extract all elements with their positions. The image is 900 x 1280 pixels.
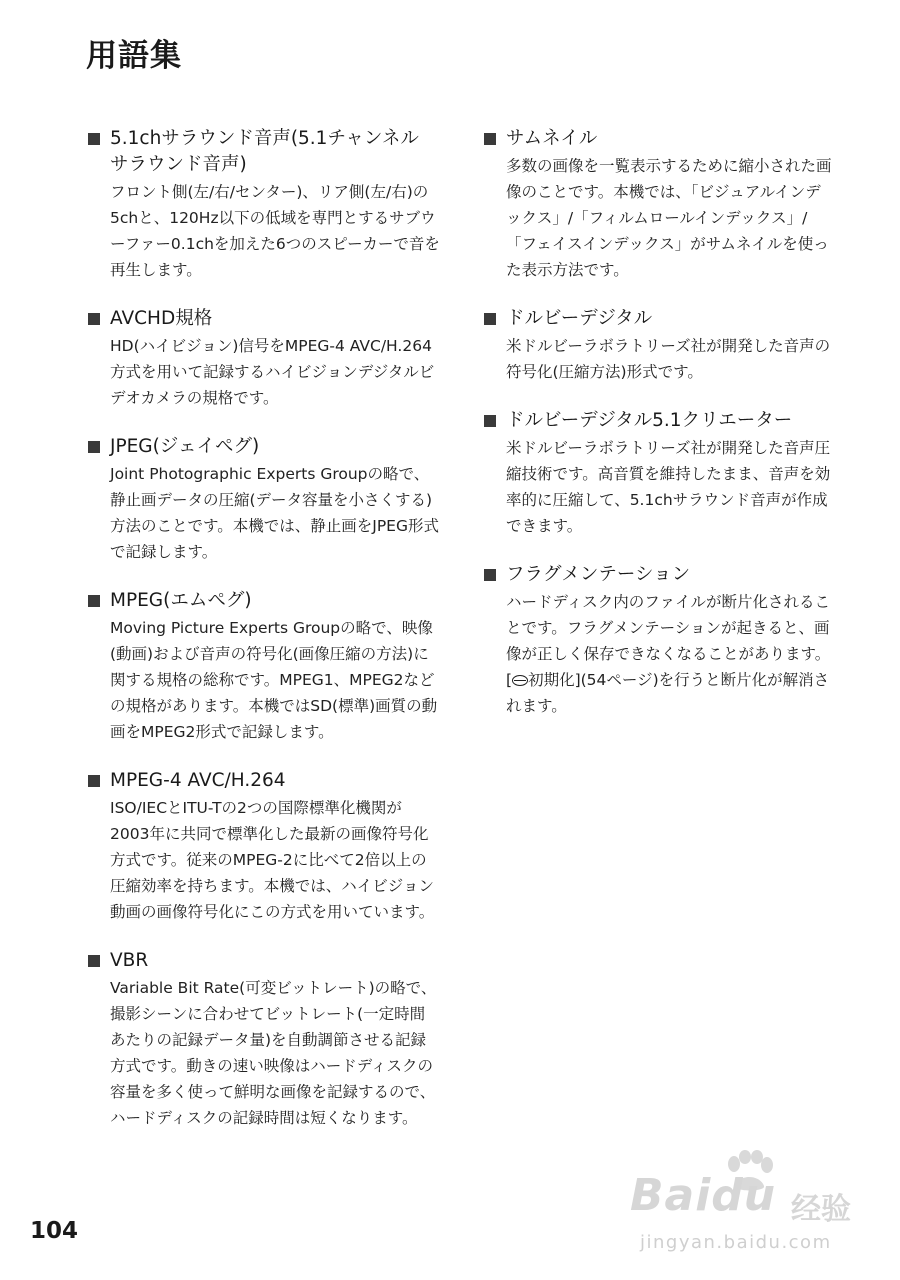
glossary-term: フラグメンテーション [506, 564, 691, 585]
glossary-entry-vbr [88, 948, 440, 1131]
glossary-definition: 多数の画像を一覧表示するために縮小された画像のことです。本機では、「ビジュアルインデックス」/「フィルムロールインデックス」/「フェイスインデックス」がサムネイルを使った表示方法です。 [506, 157, 832, 279]
glossary-term: VBR [110, 950, 149, 971]
watermark-logo-text: Baidu [630, 1170, 777, 1221]
watermark-logo-sub: 经验 [791, 1192, 851, 1227]
glossary-term: JPEG(ジェイペグ) [110, 436, 260, 457]
glossary-definition: HD(ハイビジョン)信号をMPEG-4 AVC/H.264方式を用いて記録するハイビジョンデジタルビデオカメラの規格です。 [110, 337, 435, 407]
glossary-entry-mpeg [88, 588, 440, 745]
glossary-term: 5.1chサラウンド音声(5.1チャンネル サラウンド音声) [110, 128, 438, 175]
square-bullet-icon [484, 313, 496, 325]
square-bullet-icon [88, 441, 100, 453]
square-bullet-icon [484, 133, 496, 145]
baidu-watermark [626, 1150, 866, 1260]
square-bullet-icon [484, 415, 496, 427]
glossary-term: MPEG(エムペグ) [110, 590, 252, 611]
glossary-term: サムネイル [506, 128, 598, 149]
glossary-definition: Joint Photographic Experts Groupの略で、静止画データの圧縮(データ容量を小さくする)方法のことです。本機では、静止画をJPEG形式で記録します。 [110, 465, 439, 561]
glossary-definition: Variable Bit Rate(可変ビットレート)の略で、撮影シーンに合わせてビットレート(一定時間あたりの記録データ量)を自動調節させる記録方式です。動きの速い映像はハードディスクの容量を多く使って鮮明な画像を記録するので、ハードディスクの記録時間は短くなります。 [110, 979, 437, 1127]
glossary-entry-dolby-digital-creator [484, 408, 834, 539]
glossary-definition: フロント側(左/右/センター)、リア側(左/右)の5chと、120Hz以下の低域を専門とするサブウーファー0.1chを加えた6つのスピーカーで音を再生します。 [110, 183, 440, 279]
watermark-url: jingyan.baidu.com [640, 1232, 832, 1253]
glossary-term: AVCHD規格 [110, 308, 213, 329]
glossary-right-column [484, 126, 834, 742]
glossary-definition: ISO/IECとITU-Tの2つの国際標準化機関が2003年に共同で標準化した最新の画像符号化方式です。従来のMPEG-2に比べて2倍以上の圧縮効率を持ちます。本機では、ハイビジョン動画の画像符号化にこの方式を用いています。 [110, 799, 435, 921]
glossary-definition [506, 589, 834, 719]
glossary-entry-mpeg4-avc [88, 768, 440, 925]
square-bullet-icon [88, 133, 100, 145]
glossary-definition: 米ドルビーラボラトリーズ社が開発した音声圧縮技術です。高音質を維持したまま、音声を効率的に圧縮して、5.1chサラウンド音声が作成できます。 [506, 439, 831, 535]
glossary-entry-fragmentation [484, 562, 834, 719]
glossary-entry-5-1ch [88, 126, 440, 283]
square-bullet-icon [88, 775, 100, 787]
page-title: 用語集 [86, 38, 182, 74]
glossary-left-column [88, 126, 440, 1154]
glossary-entry-jpeg [88, 434, 440, 565]
glossary-term: ドルビーデジタル5.1クリエーター [506, 410, 793, 431]
glossary-definition: Moving Picture Experts Groupの略で、映像(動画)および音声の符号化(画像圧縮の方法)に関する規格の総称です。MPEG1、MPEG2などの規格があります。本機ではSD(標準)画質の動画をMPEG2形式で記録します。 [110, 619, 438, 741]
square-bullet-icon [88, 595, 100, 607]
disc-icon [512, 675, 528, 686]
glossary-entry-avchd [88, 306, 440, 411]
glossary-entry-dolby-digital [484, 306, 834, 385]
glossary-term: ドルビーデジタル [506, 308, 653, 329]
definition-text-part: 初期化](54ページ)を行うと断片化が解消されます。 [506, 671, 830, 715]
glossary-entry-thumbnail [484, 126, 834, 283]
glossary-term: MPEG-4 AVC/H.264 [110, 770, 286, 791]
square-bullet-icon [88, 313, 100, 325]
page-number: 104 [30, 1218, 79, 1244]
glossary-definition: 米ドルビーラボラトリーズ社が開発した音声の符号化(圧縮方法)形式です。 [506, 337, 831, 381]
square-bullet-icon [88, 955, 100, 967]
square-bullet-icon [484, 569, 496, 581]
definition-text-part: ハードディスク内のファイルが断片化されることです。フラグメンテーションが起きると、画像が正しく保存できなくなることがあります。[ [506, 593, 831, 689]
